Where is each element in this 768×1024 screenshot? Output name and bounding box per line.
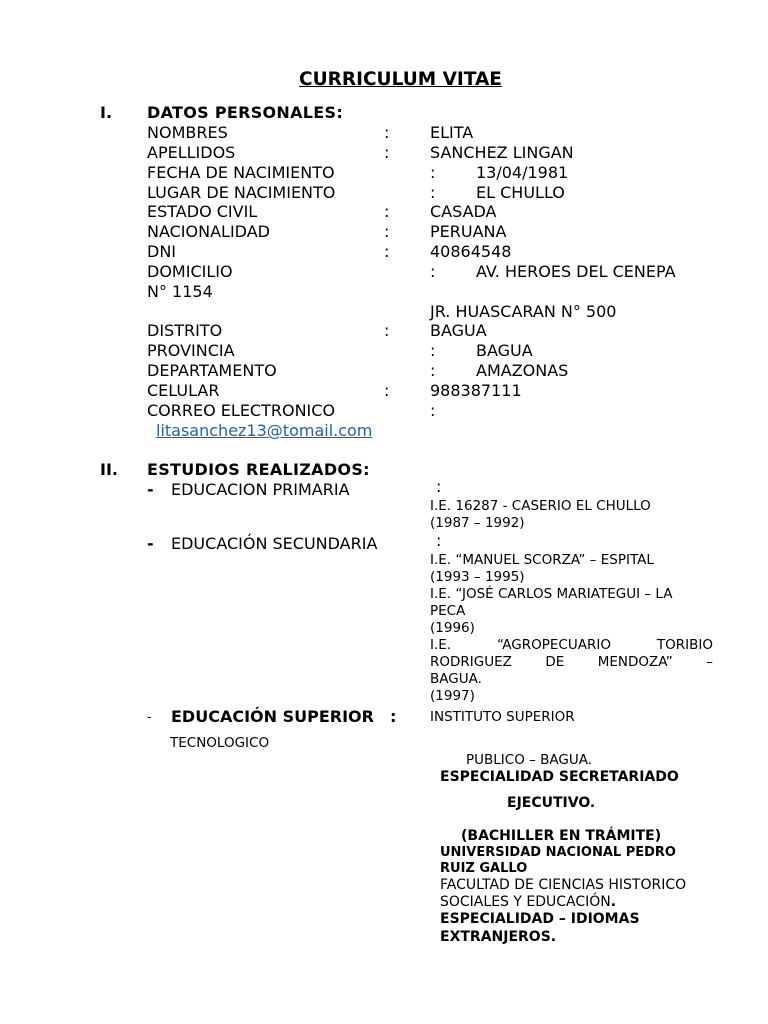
colon: : bbox=[436, 531, 442, 550]
secundaria-school-2b: PECA bbox=[430, 603, 466, 619]
colon: : bbox=[390, 707, 397, 726]
value-distrito: BAGUA bbox=[430, 321, 487, 340]
section-number-2: II. bbox=[100, 460, 118, 479]
value-nacionalidad: PERUANA bbox=[430, 222, 507, 241]
label-apellidos: APELLIDOS bbox=[147, 143, 236, 162]
bullet-dash: - bbox=[147, 480, 154, 499]
label-departamento: DEPARTAMENTO bbox=[147, 361, 277, 380]
value-estado-civil: CASADA bbox=[430, 202, 497, 221]
value-apellidos: SANCHEZ LINGAN bbox=[430, 143, 574, 162]
label-superior: EDUCACIÓN SUPERIOR bbox=[171, 707, 374, 726]
primaria-school: I.E. 16287 - CASERIO EL CHULLO bbox=[430, 498, 651, 514]
value-departamento: AMAZONAS bbox=[476, 361, 569, 380]
superior-inst-2: TECNOLOGICO bbox=[170, 735, 270, 751]
superior-especialidad-2: EJECUTIVO. bbox=[507, 795, 596, 811]
label-provincia: PROVINCIA bbox=[147, 341, 235, 360]
value-nombres: ELITA bbox=[430, 123, 474, 142]
value-domicilio-alt: JR. HUASCARAN N° 500 bbox=[430, 302, 617, 321]
secundaria-school-3b: RODRIGUEZ DE MENDOZA” – bbox=[430, 654, 713, 670]
superior-facultad-1: FACULTAD DE CIENCIAS HISTORICO bbox=[440, 877, 687, 893]
label-primaria: EDUCACION PRIMARIA bbox=[171, 480, 350, 499]
label-nacionalidad: NACIONALIDAD bbox=[147, 222, 270, 241]
label-dni: DNI bbox=[147, 242, 177, 261]
label-distrito: DISTRITO bbox=[147, 321, 223, 340]
colon: : bbox=[430, 401, 436, 420]
colon: : bbox=[430, 183, 436, 202]
colon: : bbox=[384, 242, 390, 261]
value-provincia: BAGUA bbox=[476, 341, 533, 360]
label-estado-civil: ESTADO CIVIL bbox=[147, 202, 258, 221]
superior-especialidad-3: ESPECIALIDAD – IDIOMAS bbox=[440, 911, 640, 927]
label-correo: CORREO ELECTRONICO bbox=[147, 401, 336, 420]
secundaria-years-1: (1993 – 1995) bbox=[430, 569, 525, 585]
colon: : bbox=[430, 262, 436, 281]
superior-universidad-2: RUIZ GALLO bbox=[440, 861, 528, 876]
value-domicilio-cont: N° 1154 bbox=[147, 282, 213, 301]
value-dni: 40864548 bbox=[430, 242, 512, 261]
label-lugar-nacimiento: LUGAR DE NACIMIENTO bbox=[147, 183, 336, 202]
secundaria-years-2: (1996) bbox=[430, 620, 475, 636]
colon: : bbox=[384, 123, 390, 142]
label-fecha-nacimiento: FECHA DE NACIMIENTO bbox=[147, 163, 335, 182]
superior-especialidad-4: EXTRANJEROS. bbox=[440, 929, 557, 945]
value-domicilio: AV. HEROES DEL CENEPA bbox=[476, 262, 676, 281]
section-number-1: I. bbox=[100, 103, 113, 122]
superior-inst-1: INSTITUTO SUPERIOR bbox=[430, 709, 575, 725]
superior-facultad-2: SOCIALES Y EDUCACIÓN. bbox=[440, 894, 617, 910]
label-celular: CELULAR bbox=[147, 381, 220, 400]
superior-especialidad-1: ESPECIALIDAD SECRETARIADO bbox=[440, 769, 679, 785]
colon: : bbox=[436, 477, 442, 496]
secundaria-school-3c: BAGUA. bbox=[430, 671, 482, 687]
colon: : bbox=[430, 163, 436, 182]
colon: : bbox=[384, 143, 390, 162]
superior-universidad-1: UNIVERSIDAD NACIONAL PEDRO bbox=[440, 845, 676, 860]
page-title: CURRICULUM VITAE bbox=[299, 69, 502, 90]
colon: : bbox=[430, 341, 436, 360]
secundaria-school-2a: I.E. “JOSÉ CARLOS MARIATEGUI – LA bbox=[430, 586, 673, 602]
email-link[interactable]: litasanchez13@tomail.com bbox=[156, 421, 373, 440]
section-heading-estudios: ESTUDIOS REALIZADOS: bbox=[147, 460, 370, 479]
superior-inst-3: PUBLICO – BAGUA. bbox=[466, 752, 593, 768]
colon: : bbox=[384, 202, 390, 221]
value-fecha-nacimiento: 13/04/1981 bbox=[476, 163, 569, 182]
label-nombres: NOMBRES bbox=[147, 123, 228, 142]
bullet-dash: - bbox=[147, 534, 154, 553]
secundaria-school-3a: I.E. “AGROPECUARIO TORIBIO bbox=[430, 637, 713, 653]
value-celular: 988387111 bbox=[430, 381, 522, 400]
colon: : bbox=[384, 222, 390, 241]
bullet-dash: - bbox=[147, 710, 152, 725]
section-heading-datos-personales: DATOS PERSONALES: bbox=[147, 103, 344, 122]
colon: : bbox=[384, 321, 390, 340]
value-lugar-nacimiento: EL CHULLO bbox=[476, 183, 565, 202]
secundaria-years-3: (1997) bbox=[430, 688, 475, 704]
colon: : bbox=[384, 381, 390, 400]
colon: : bbox=[430, 361, 436, 380]
secundaria-school-1: I.E. “MANUEL SCORZA” – ESPITAL bbox=[430, 552, 654, 568]
label-secundaria: EDUCACIÓN SECUNDARIA bbox=[171, 534, 378, 553]
superior-bachiller: (BACHILLER EN TRÁMITE) bbox=[461, 828, 662, 844]
primaria-years: (1987 – 1992) bbox=[430, 515, 525, 531]
label-domicilio: DOMICILIO bbox=[147, 262, 233, 281]
